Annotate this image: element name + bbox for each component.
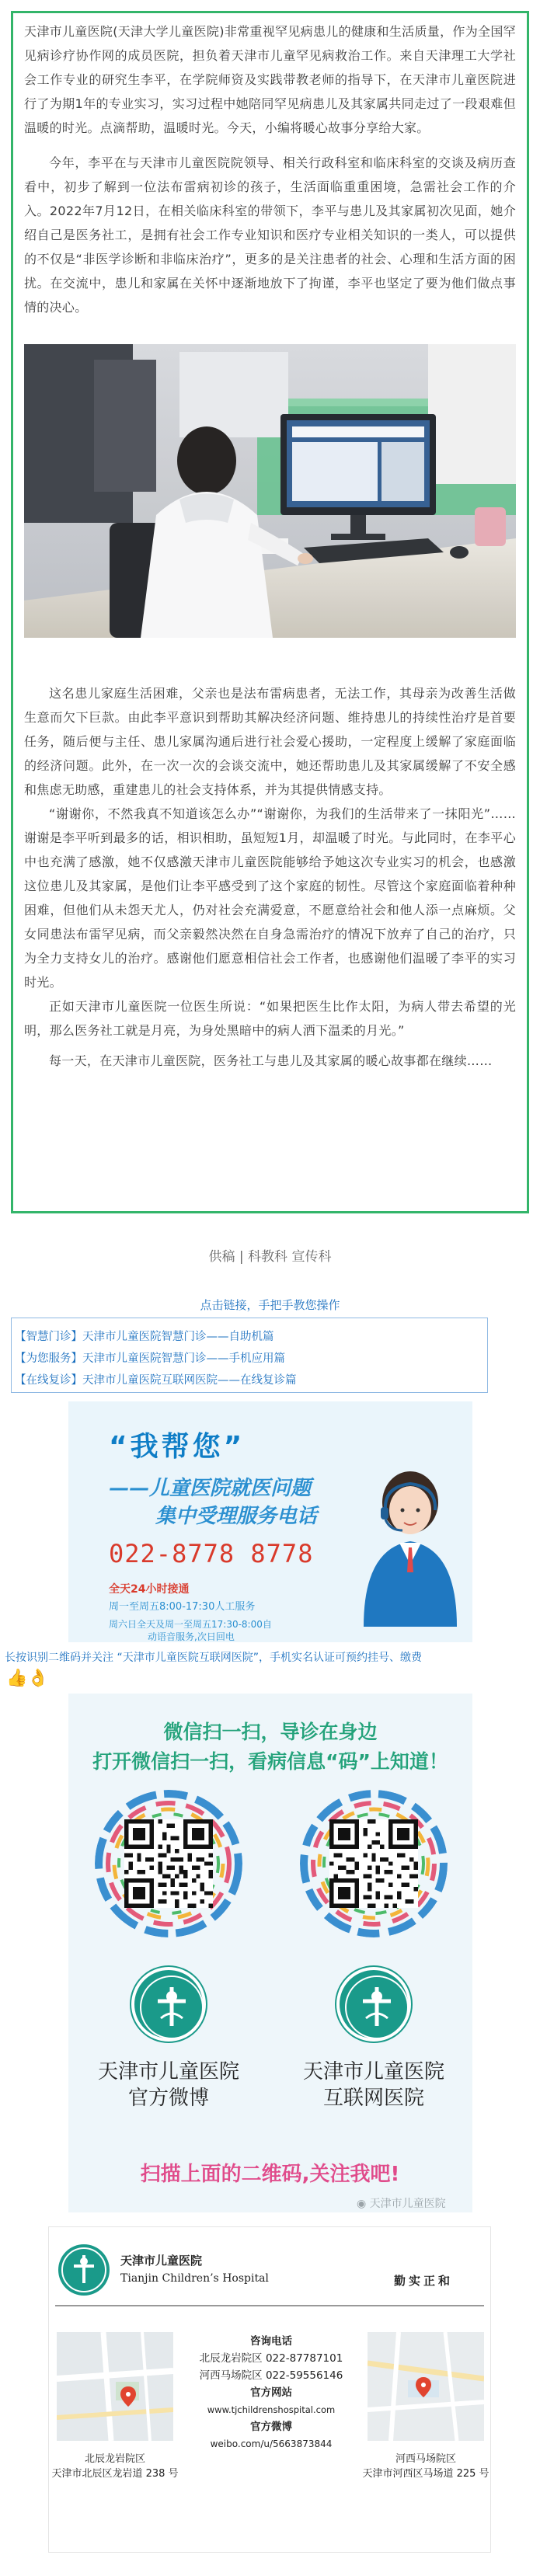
hotline-manual-hours: 周一至周五8:00-17:30人工服务 [109,1601,256,1613]
weibo-title: 官方微博 [250,2421,292,2433]
service-links-box [11,1318,488,1393]
article-paragraph: 天津市儿童医院(天津大学儿童医院)非常重视罕见病患儿的健康和生活质量，作为全国罕见病诊疗协作网的成员医院，担负着天津市儿童罕见病救治工作。来自天津理工大学社会工作专业的研究生李平，在学院师资及实践带教老师的指导下，在天津市儿童医院进行了为期1年的专业实习，实习过程中她陪同罕见病患儿及其家属共同走过了一段艰难但温暖的时光。点滴帮助，温暖时光。今天，小编将暖心故事分享给大家。 [24,24,516,135]
wechat-watermark: ◉ 天津市儿童医院 [357,2198,446,2210]
internet-hospital-qr-code[interactable] [300,1790,448,1937]
thumbs-emoji: 👍👌 [6,1669,49,1688]
website-title: 官方网站 [250,2386,292,2399]
link-smart-clinic-mobile[interactable]: 【为您服务】天津市儿童医院智慧门诊——手机应用篇 [15,1352,285,1365]
hotline-banner [68,1401,472,1642]
hospital-name-cn: 天津市儿童医院 [120,2254,203,2268]
hotline-title: “我帮您” [109,1431,246,1463]
link-smart-clinic-kiosk[interactable]: 【智慧门诊】天津市儿童医院智慧门诊——自助机篇 [15,1331,274,1343]
article-photo [24,344,516,638]
article-body [24,19,516,1073]
qr-follow-notice: 长按识别二维码并关注 “天津市儿童医院互联网医院”，手机实名认证可预约挂号、缴费 [5,1652,422,1664]
hotline-phone[interactable]: 022-8778 8778 [109,1539,314,1568]
hotline-hours: 全天24小时接通 [109,1583,190,1596]
hotline-auto-hours: 周六日全天及周一至周五17:30-8:00自 动语音服务,次日回电 [109,1619,272,1642]
contact-info [193,2333,349,2452]
office-photo-illustration [24,344,516,638]
hospital-slogan: 勤实正和 [394,2274,454,2288]
phone-machang[interactable]: 河西马场院区 022-59556146 [199,2369,343,2382]
hotline-subtitle-line: ——儿童医院就医问题 [109,1477,312,1500]
map-machang-campus[interactable] [368,2332,484,2441]
article-paragraph: 今年，李平在与天津市儿童医院院领导、相关行政科室和临床科室的交谈及病历查看中，初步了解到一位法布雷病初诊的孩子，生活面临重重困境，急需社会工作的介入。2022年7月12日，在相关临床科室的带领下，李平与患儿及其家属初次见面，她介绍自己是医务社工，是拥有社会工作专业知识和医疗专业相关知识的一类人，可以提供的不仅是“非医学诊断和非临床治疗”，更多的是关注患者的社会、心理和生活方面的困扰。在交流中，患儿和家属在关怀中逐渐地放下了拘谨，李平也坚定了要为他们做点事情的决心。 [24,155,516,315]
contact-card [48,2226,491,2553]
machang-campus-caption: 河西马场院区 天津市河西区马场道 225 号 [362,2453,489,2480]
hospital-logo-icon [131,1967,206,2042]
source-credit: 供稿 | 科教科 宣传科 [208,1249,332,1265]
hospital-logo-icon [336,1967,411,2042]
hotline-subtitle-line: 集中受理服务电话 [155,1505,318,1528]
hotline-subtitle [109,1474,317,1530]
internet-hospital-qr-label: 天津市儿童医院 互联网医院 [302,2060,444,2110]
phone-longyan[interactable]: 北辰龙岩院区 022-87787101 [199,2352,343,2365]
hospital-name-en: Tianjin Children’s Hospital [120,2272,269,2285]
qr-section [68,1694,472,2212]
link-online-followup[interactable]: 【在线复诊】天津市儿童医院互联网医院——在线复诊篇 [15,1374,297,1387]
hospital-emblem-icon [58,2244,110,2296]
website-link[interactable]: www.tjchildrenshospital.com [207,2404,336,2415]
customer-service-agent-icon [348,1456,465,1627]
qr-pattern-icon [124,1819,213,1908]
map-illustration [368,2332,484,2441]
tutorial-link[interactable]: 点击链接，手把手教您操作 [200,1298,340,1312]
qr-subheading: 打开微信扫一扫，看病信息“码”上知道！ [92,1750,448,1773]
weibo-qr-code[interactable] [95,1790,242,1937]
qr-pattern-icon [329,1819,418,1908]
map-illustration [57,2332,173,2441]
wechat-icon: ◉ [357,2198,370,2210]
article-paragraph: 正如天津市儿童医院一位医生所说：“如果把医生比作太阳，为病人带去希望的光明，那么医务社工就是月亮，为身处黑暗中的病人洒下温柔的月光。” [24,999,516,1038]
weibo-link[interactable]: weibo.com/u/5663873844 [210,2438,333,2449]
map-longyan-campus[interactable] [57,2332,173,2441]
article-paragraph: “谢谢你，不然我真不知道该怎么办”“谢谢你，为我们的生活带来了一抹阳光”……谢谢是李平听到最多的话，相识相助，虽短短1月，却温暖了时光。与此同时，在李平心中也充满了感激，她不仅感激天津市儿童医院能够给予她这次专业实习的机会，也感激这位患儿及其家属，是他们让李平感受到了这个家庭的韧性。尽管这个家庭面临着种种困难，但他们从未怨天尤人，仍对社会充满爱意，不愿意给社会和他人添一点麻烦。父女同患法布雷罕见病，而父亲毅然决然在自身急需治疗的情况下放弃了自己的治疗，只为全力支持女儿的治疗。感谢他们愿意相信社会工作者，也感谢他们温暖了李平的实习时光。 [24,806,516,990]
scan-call-to-action: 扫描上面的二维码,关注我吧! [140,2163,400,2186]
divider [55,2305,484,2306]
article-paragraph: 每一天，在天津市儿童医院，医务社工与患儿及其家属的暖心故事都在继续…… [49,1053,493,1068]
contact-info-title: 咨询电话 [250,2335,292,2348]
hospital-emblem-icon [134,1970,209,2045]
article-paragraph: 这名患儿家庭生活困难，父亲也是法布雷病患者，无法工作，其母亲为改善生活做生意而欠下巨款。由此李平意识到帮助其解决经济问题、维持患儿的持续性治疗是首要任务，随后便与主任、患儿家属沟通后进行社会爱心援助，一定程度上缓解了家庭面临的经济问题。此外，在一次一次的会谈交流中，她还帮助患儿及其家属缓解了不安全感和焦虑无助感，重建患儿的社会支持体系，并为其提供情感支持。 [24,686,516,797]
weibo-qr-label: 天津市儿童医院 官方微博 [97,2060,239,2110]
longyan-campus-caption: 北辰龙岩院区 天津市北辰区龙岩道 238 号 [51,2453,179,2480]
qr-heading: 微信扫一扫，导诊在身边 [163,1721,378,1743]
article-card [11,11,529,1213]
hospital-emblem-icon [340,1970,414,2045]
hospital-logo-icon [58,2244,110,2296]
